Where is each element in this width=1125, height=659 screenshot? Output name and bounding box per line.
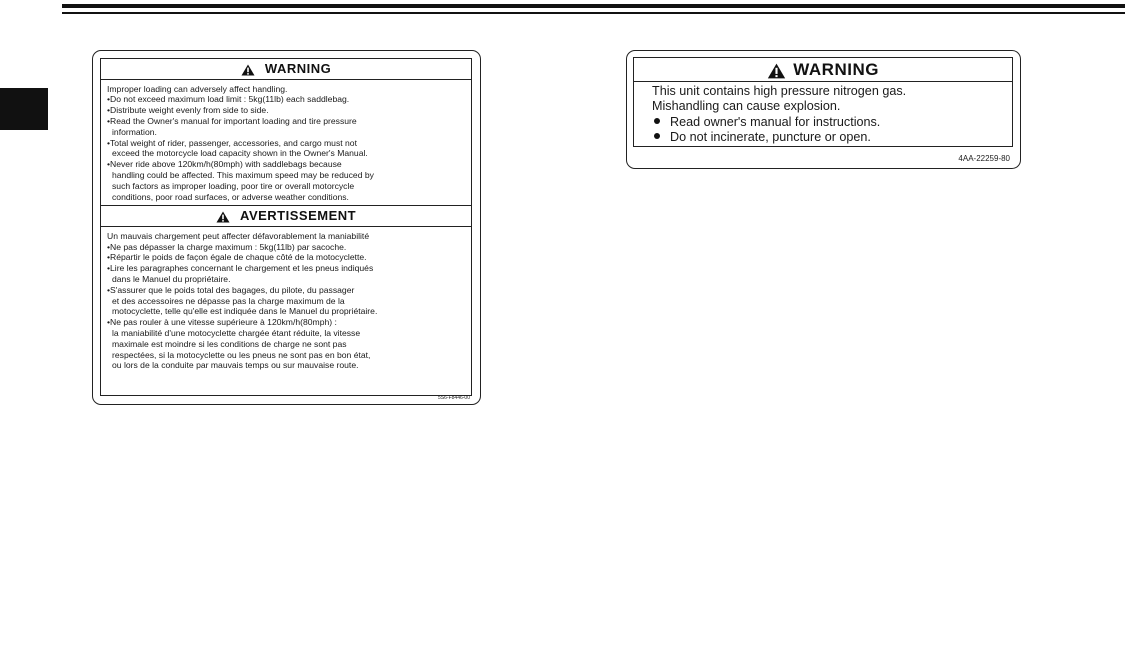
french-line: ou lors de la conduite par mauvais temps ou sur mauvaise route.: [112, 360, 359, 371]
english-line: •Read the Owner's manual for important loading and tire pressure: [107, 115, 357, 126]
french-line: Un mauvais chargement peut affecter défavorablement la maniabilité: [107, 230, 370, 241]
saddlebag-warning-label: [92, 50, 481, 405]
part-code: 5S6-F8446-00: [438, 395, 470, 401]
warning-triangle-icon: [767, 63, 786, 79]
bullet-icon: [654, 118, 660, 124]
french-line: •Ne pas rouler à une vitesse supérieure à 120km/h(80mph) :: [107, 317, 337, 328]
nitrogen-warning-text: [634, 82, 1012, 146]
nitrogen-line: This unit contains high pressure nitrogen gas.: [652, 83, 907, 98]
chapter-tab-marker: [0, 88, 48, 130]
warning-header-text: WARNING: [264, 61, 332, 76]
warning-header: [634, 58, 1012, 82]
english-line: •Do not exceed maximum load limit : 5kg(11lb) each saddlebag.: [107, 94, 350, 105]
part-code: 4AA-22259-80: [958, 154, 1010, 163]
french-line: •Répartir le poids de façon égale de chaque côté de la motocyclette.: [107, 252, 367, 263]
french-line: dans le Manuel du propriétaire.: [112, 274, 231, 285]
header-rule-thick: [62, 4, 1125, 8]
french-line: maximale est moindre si les conditions de charge ne sont pas: [112, 338, 347, 349]
nitrogen-bullet-item: [652, 130, 994, 146]
english-line: •Never ride above 120km/h(80mph) with saddlebags because: [107, 159, 342, 170]
french-line: et des accessoires ne dépasse pas la charge maximum de la: [112, 295, 345, 306]
english-line: such factors as improper loading, poor tire or overall motorcycle: [112, 180, 355, 191]
english-line: conditions, poor road surfaces, or adverse weather conditions.: [112, 191, 349, 202]
french-warning-text: [101, 227, 471, 374]
avertissement-header-text: AVERTISSEMENT: [240, 208, 357, 224]
avertissement-header: [101, 205, 471, 227]
nitrogen-bullet-text: Read owner's manual for instructions.: [670, 114, 881, 129]
bullet-icon: [654, 133, 660, 139]
french-line: •Lire les paragraphes concernant le chargement et les pneus indiqués: [107, 263, 374, 274]
nitrogen-warning-frame: [633, 57, 1013, 147]
english-line: •Total weight of rider, passenger, accessories, and cargo must not: [107, 137, 357, 148]
nitrogen-bullet-item: [652, 115, 994, 131]
english-line: •Distribute weight evenly from side to side.: [107, 105, 269, 116]
english-line: Improper loading can adversely affect handling.: [107, 83, 288, 94]
warning-triangle-icon: [241, 64, 255, 76]
french-line: motocyclette, telle qu'elle est indiquée dans le Manuel du propriétaire.: [112, 306, 378, 317]
nitrogen-bullet-text: Do not incinerate, puncture or open.: [670, 130, 871, 145]
french-line: respectées, si la motocyclette ou les pneus ne sont pas en bon état,: [112, 349, 371, 360]
french-line: •S'assurer que le poids total des bagages, du pilote, du passager: [107, 284, 355, 295]
warning-header-text: WARNING: [793, 60, 879, 79]
header-rule-thin: [62, 12, 1125, 14]
english-line: exceed the motorcycle load capacity shown in the Owner's Manual.: [112, 148, 368, 159]
english-line: handling could be affected. This maximum speed may be reduced by: [112, 169, 374, 180]
warning-triangle-icon: [216, 211, 230, 223]
warning-header: [101, 59, 471, 80]
english-line: information.: [112, 126, 157, 137]
saddlebag-warning-frame: [100, 58, 472, 396]
french-line: •Ne pas dépasser la charge maximum : 5kg(11lb) par sacoche.: [107, 241, 347, 252]
nitrogen-line: Mishandling can cause explosion.: [652, 99, 841, 114]
nitrogen-warning-label: [626, 50, 1021, 169]
french-line: la maniabilité d'une motocyclette chargée étant réduite, la vitesse: [112, 328, 361, 339]
english-warning-text: [101, 80, 471, 206]
